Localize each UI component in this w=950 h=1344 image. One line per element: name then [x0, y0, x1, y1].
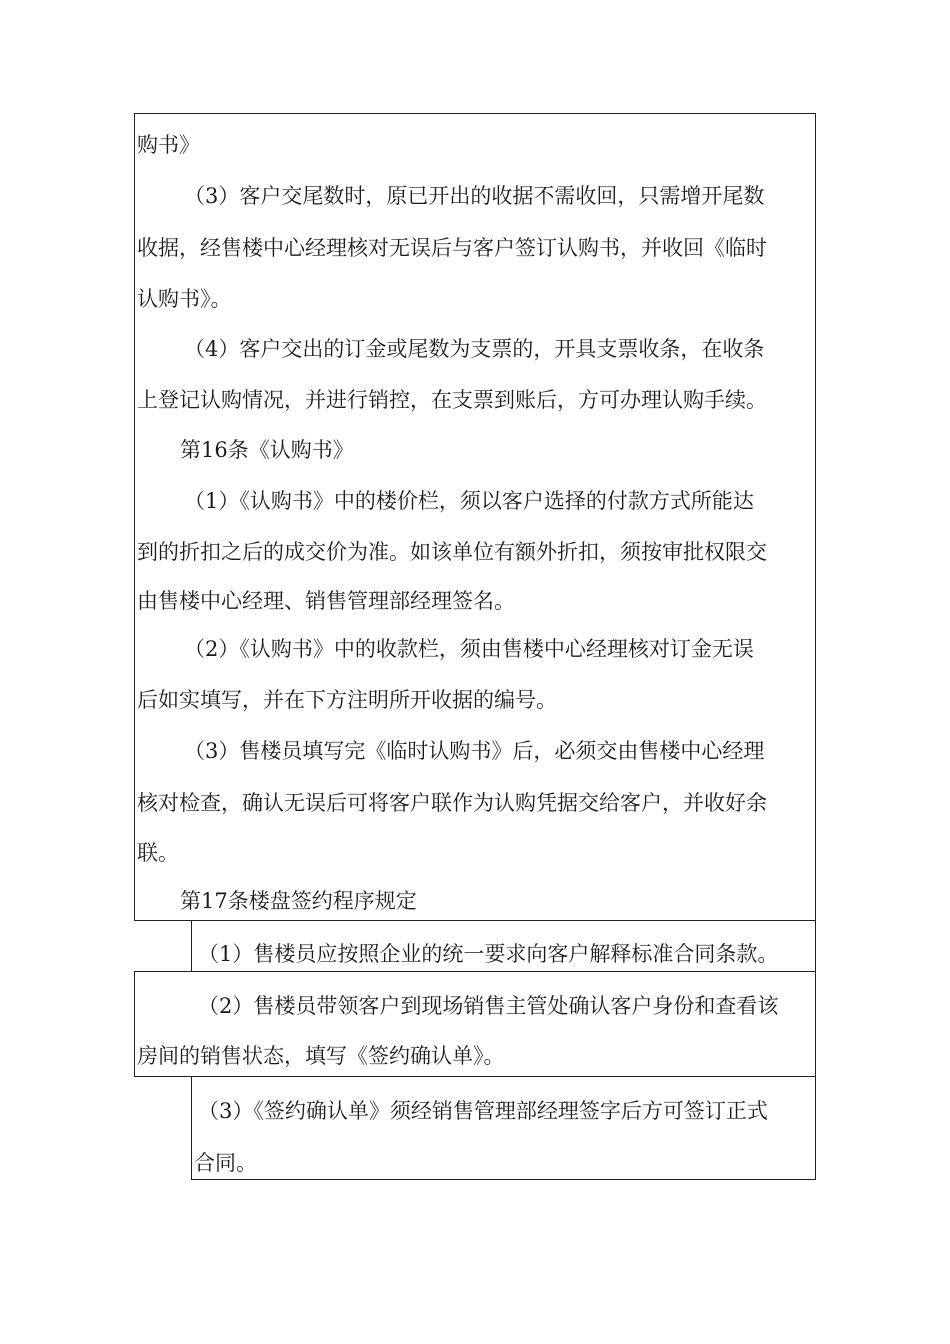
- text-line: （2）售楼员带领客户到现场销售主管处确认客户身份和查看该: [198, 994, 779, 1018]
- text-line: 后如实填写，并在下方注明所开收据的编号。: [137, 688, 557, 712]
- text-line: （3）客户交尾数时，原已开出的收据不需收回，只需增开尾数: [184, 184, 765, 208]
- text-line: 联。: [137, 841, 179, 865]
- text-line: （1）《认购书》中的楼价栏，须以客户选择的付款方式所能达: [184, 489, 754, 513]
- text-line: 认购书》。: [137, 287, 232, 311]
- text-line: 上登记认购情况，并进行销控，在支票到账后，方可办理认购手续。: [137, 388, 767, 412]
- text-line: （3）《签约确认单》须经销售管理部经理签字后方可签订正式: [198, 1099, 768, 1123]
- table-cell-step-3: [191, 1076, 816, 1180]
- section-heading-16: 第16条《认购书》: [180, 438, 354, 462]
- text-line: （1）售楼员应按照企业的统一要求向客户解释标准合同条款。: [198, 942, 779, 966]
- text-line: （3）售楼员填写完《临时认购书》后，必须交由售楼中心经理: [184, 739, 765, 763]
- text-line: （4）客户交出的订金或尾数为支票的，开具支票收条，在收条: [184, 337, 765, 361]
- text-line: 由售楼中心经理、销售管理部经理签名。: [137, 589, 515, 613]
- text-line: 购书》: [137, 133, 200, 157]
- text-line: 合同。: [194, 1151, 257, 1175]
- text-line: 核对检查，确认无误后可将客户联作为认购凭据交给客户，并收好余: [137, 791, 767, 815]
- section-heading-17: 第17条楼盘签约程序规定: [180, 889, 417, 913]
- text-line: （2）《认购书》中的收款栏，须由售楼中心经理核对订金无误: [184, 637, 754, 661]
- text-line: 房间的销售状态，填写《签约确认单》。: [137, 1044, 505, 1068]
- text-line: 到的折扣之后的成交价为准。如该单位有额外折扣，须按审批权限交: [137, 540, 767, 564]
- text-line: 收据，经售楼中心经理核对无误后与客户签订认购书，并收回《临时: [137, 236, 767, 260]
